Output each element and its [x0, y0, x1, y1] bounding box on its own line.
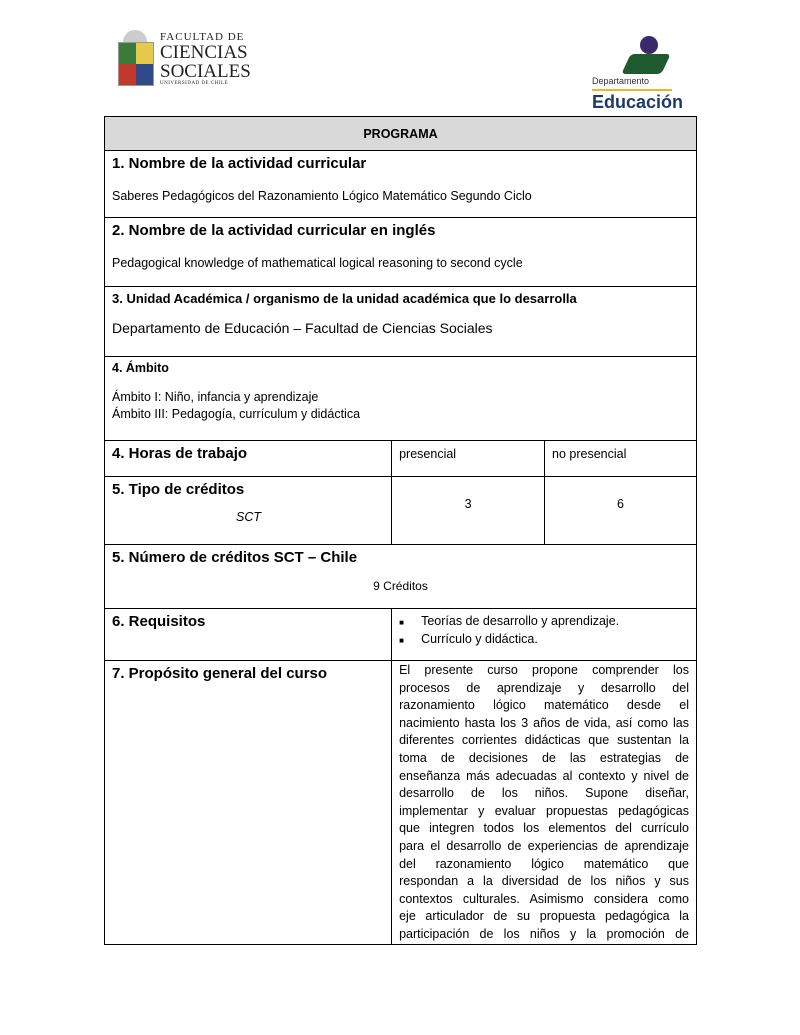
logo-text-4: UNIVERSIDAD DE CHILE [160, 81, 229, 86]
proposito-line: contextos culturales. Asimismo considera como [399, 891, 689, 906]
proposito-line: que integren todos los elementos del currículo [399, 821, 689, 836]
logo-text-3: SOCIALES [160, 61, 251, 82]
list-item: ■ Currículo y didáctica. [399, 632, 538, 646]
program-table [104, 116, 697, 945]
figure-head-icon [640, 36, 658, 54]
logo-edu-text: Educación [592, 92, 684, 112]
proposito-line: nacimiento hasta los 3 años de vida, así como las [399, 715, 689, 730]
proposito-line: enseñanza más adecuadas al contexto y nivel de [399, 768, 689, 783]
proposito-line: respondan a la diversidad de los niños y sus [399, 874, 689, 889]
logo-dep-text: Departamento [592, 76, 650, 86]
proposito-heading: 7. Propósito general del curso [112, 665, 328, 682]
numero-heading: 5. Número de créditos SCT – Chile [112, 549, 358, 566]
proposito-line: procesos de aprendizaje y desarrollo del [399, 680, 689, 695]
logo-divider [592, 89, 672, 91]
proposito-line: diferentes corrientes didácticas que sustentan la [399, 733, 689, 748]
section-1-value: Saberes Pedagógicos del Razonamiento Lógico Matemático Segundo Ciclo [112, 189, 532, 203]
proposito-text [392, 661, 697, 945]
section-4-heading: 4. Ámbito [112, 361, 169, 375]
horas-no-presencial: no presencial [552, 447, 627, 461]
section-2-value: Pedagogical knowledge of mathematical logical reasoning to second cycle [112, 256, 523, 270]
section-2-heading: 2. Nombre de la actividad curricular en inglés [112, 222, 436, 239]
logo-text-1: FACULTAD DE [160, 31, 245, 43]
list-item: ■ Teorías de desarrollo y aprendizaje. [399, 614, 620, 628]
section-1-heading: 1. Nombre de la actividad curricular [112, 155, 367, 172]
credits-presencial: 3 [464, 497, 472, 511]
requisitos-list [399, 613, 689, 649]
section-3-heading: 3. Unidad Académica / organismo de la unidad académica que lo desarrolla [112, 291, 577, 306]
proposito-line: para el desarrollo de experiencias de aprendizaje [399, 838, 689, 853]
table-title: PROGRAMA [105, 117, 697, 151]
horas-heading: 4. Horas de trabajo [112, 445, 248, 462]
proposito-line: toma de decisiones de las estrategias de [399, 750, 689, 765]
requisitos-heading: 6. Requisitos [112, 613, 206, 630]
crest-shield-icon [118, 42, 154, 86]
tipo-sct: SCT [236, 510, 261, 524]
proposito-line: desarrollo de los niños. Supone diseñar, [399, 786, 689, 801]
credits-no-presencial: 6 [617, 497, 624, 511]
proposito-line: razonamiento lógico matemático desde el [399, 698, 689, 713]
proposito-line: implementar y evaluar propuestas pedagógicas [399, 803, 689, 818]
proposito-line: participación de los niños y la promoción de [399, 926, 689, 941]
section-4-value-1: Ámbito I: Niño, infancia y aprendizaje [112, 390, 319, 404]
section-3-value: Departamento de Educación – Facultad de Ciencias Sociales [112, 320, 493, 336]
departamento-logo [588, 34, 684, 112]
proposito-line: del razonamiento lógico matemático que [399, 856, 689, 871]
section-4-value-2: Ámbito III: Pedagogía, currículum y didáctica [112, 407, 361, 421]
facultad-logo [118, 32, 251, 86]
logo-text-2: CIENCIAS [160, 42, 248, 63]
proposito-line: eje articulador de su propuesta pedagógica la [399, 909, 689, 924]
proposito-line: El presente curso propone comprender los [399, 663, 689, 677]
figure-body-icon [621, 54, 670, 74]
numero-value: 9 Créditos [373, 579, 428, 593]
horas-presencial: presencial [399, 447, 457, 461]
tipo-heading: 5. Tipo de créditos [112, 481, 245, 498]
